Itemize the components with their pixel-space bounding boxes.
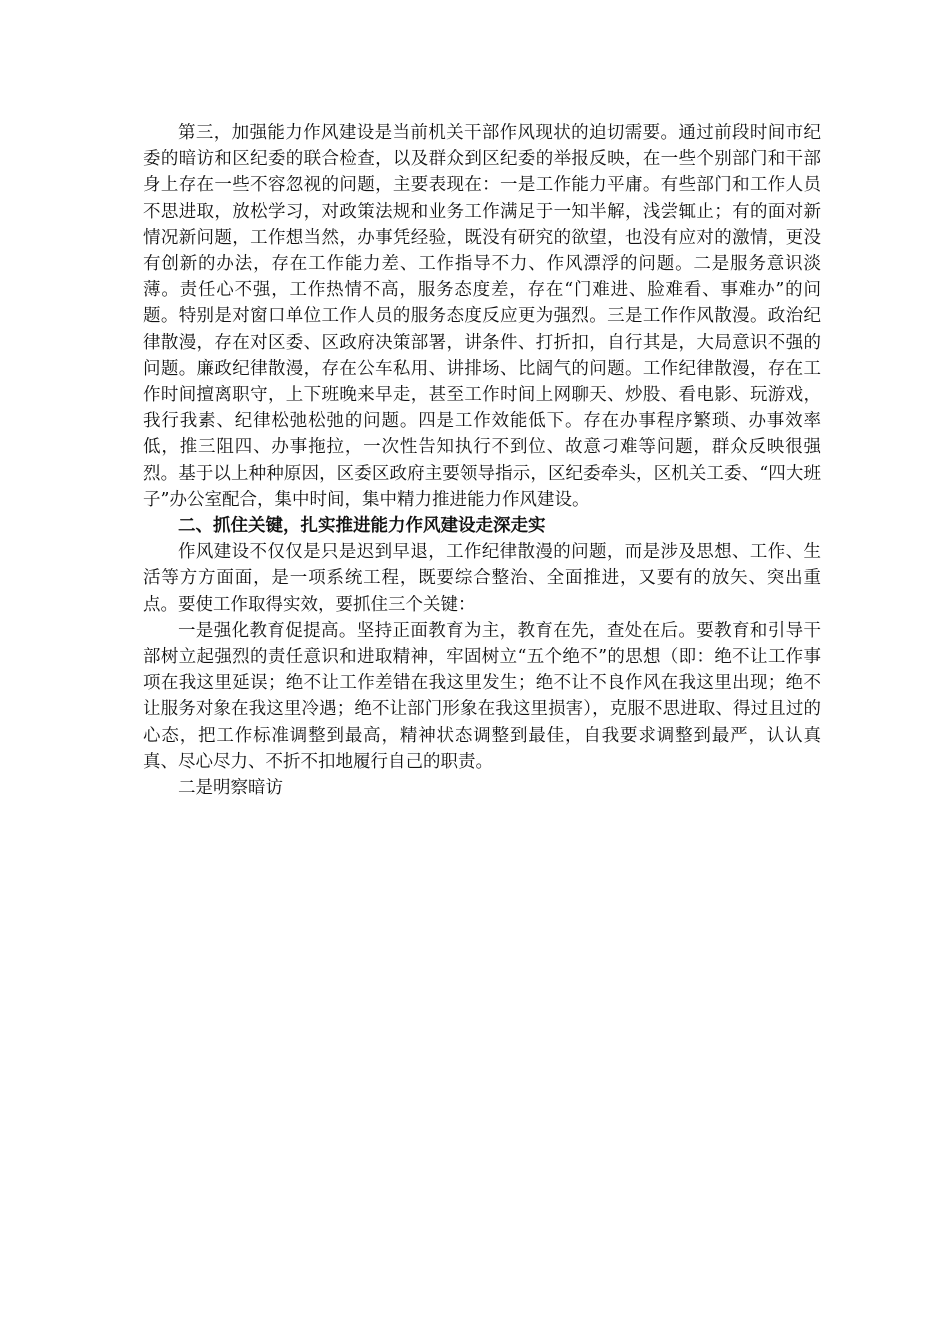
paragraph-inspection: 二是明察暗访 — [178, 778, 283, 799]
paragraph-education: 一是强化教育促提高。坚持正面教育为主，教育在先，查处在后。要教育和引导干部树立起强烈的责任意识和进取精神，牢固树立“五个绝不”的思想（即：绝不让工作事项在我这里延误；绝不让工作差错在我这里发生；绝不让不良作风在我这里出现；绝不让服务对象在我这里冷遇；绝不让部门形象在我这里损害），克服不思进取、得过且过的心态，把工作标准调整到最高，精神状态调整到最佳，自我要求调整到最严，认认真真、尽心尽力、不折不扣地履行自己的职责。 — [143, 620, 821, 772]
paragraph-style-building: 作风建设不仅仅是只是迟到早退，工作纪律散漫的问题，而是涉及思想、工作、生活等方方面面，是一项系统工程，既要综合整治、全面推进，又要有的放矢、突出重点。要使工作取得实效，要抓住三个关键： — [143, 542, 821, 615]
section-heading-two: 二、抓住关键，扎实推进能力作风建设走深走实 — [178, 516, 546, 537]
paragraph-point-three: 第三，加强能力作风建设是当前机关干部作风现状的迫切需要。通过前段时间市纪委的暗访和区纪委的联合检查，以及群众到区纪委的举报反映，在一些个别部门和干部身上存在一些不容忽视的问题，主要表现在：一是工作能力平庸。有些部门和工作人员不思进取，放松学习，对政策法规和业务工作满足于一知半解，浅尝辄止；有的面对新情况新问题，工作想当然，办事凭经验，既没有研究的欲望，也没有应对的激情，更没有创新的办法，存在工作能力差、工作指导不力、作风漂浮的问题。二是服务意识淡薄。责任心不强，工作热情不高，服务态度差，存在“门难进、脸难看、事难办”的问题。特别是对窗口单位工作人员的服务态度反应更为强烈。三是工作作风散漫。政治纪律散漫，存在对区委、区政府决策部署，讲条件、打折扣，自行其是，大局意识不强的问题。廉政纪律散漫，存在公车私用、讲排场、比阔气的问题。工作纪律散漫，存在工作时间擅离职守，上下班晚来早走，甚至工作时间上网聊天、炒股、看电影、玩游戏，我行我素、纪律松弛松弛的问题。四是工作效能低下。存在办事程序繁琐、办事效率低，推三阻四、办事拖拉，一次性告知执行不到位、故意刁难等问题，群众反映很强烈。基于以上种种原因，区委区政府主要领导指示，区纪委牵头，区机关工委、“四大班子”办公室配合，集中时间，集中精力推进能力作风建设。 — [143, 123, 821, 510]
document-body — [143, 120, 821, 801]
